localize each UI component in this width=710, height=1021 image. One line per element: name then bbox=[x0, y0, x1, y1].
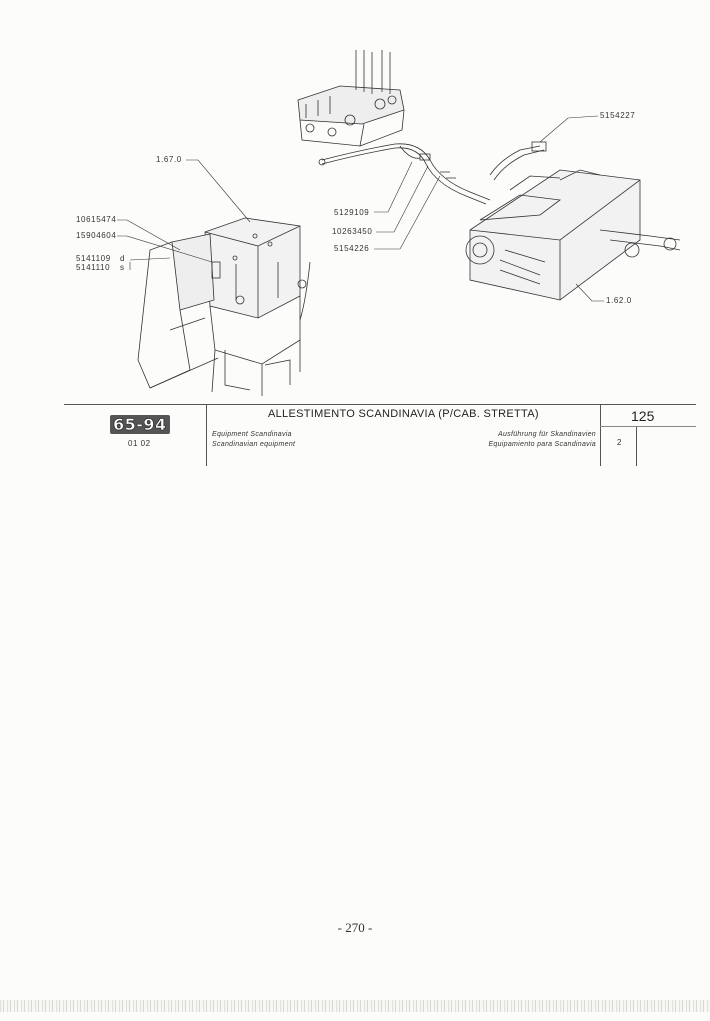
callout-part-5129109: 5129109 bbox=[334, 208, 370, 217]
callout-part-5141110: 5141110 bbox=[76, 263, 111, 272]
callout-part-15904604: 15904604 bbox=[76, 231, 117, 240]
subtitle-english-2: Scandinavian equipment bbox=[212, 441, 296, 448]
callout-part-5154226: 5154226 bbox=[334, 244, 370, 253]
subtitle-spanish: Equipamiento para Scandinavia bbox=[488, 441, 596, 448]
callout-part-5154227: 5154227 bbox=[600, 111, 636, 120]
subtitle-german: Ausführung für Skandinavien bbox=[498, 431, 596, 438]
page-number: - 270 - bbox=[337, 920, 373, 935]
callout-part-10615474: 10615474 bbox=[76, 215, 117, 224]
gearbox-housing bbox=[466, 170, 680, 300]
table-number: 125 bbox=[631, 408, 655, 424]
hydraulic-pipes bbox=[319, 142, 546, 204]
edition-code: 01 02 bbox=[128, 439, 151, 448]
cab-mount-bracket bbox=[138, 218, 310, 396]
callout-part-1-67-0: 1.67.0 bbox=[156, 155, 182, 164]
callout-side-left: s bbox=[120, 263, 125, 272]
valve-block bbox=[298, 50, 404, 146]
subtitle-english-1: Equipment Scandinavia bbox=[212, 431, 292, 438]
callout-part-1-62-0: 1.62.0 bbox=[606, 296, 632, 305]
page-title: ALLESTIMENTO SCANDINAVIA (P/CAB. STRETTA) bbox=[268, 408, 539, 420]
callout-part-10263450: 10263450 bbox=[332, 227, 373, 236]
sheet-number: 2 bbox=[617, 438, 622, 447]
exploded-parts-drawing bbox=[0, 0, 710, 400]
title-block bbox=[64, 404, 696, 466]
scan-artifact-strip bbox=[0, 1000, 710, 1012]
callout-part-5141109: 5141109 bbox=[76, 254, 111, 263]
model-badge: 65-94 bbox=[110, 415, 170, 434]
callout-side-right: d bbox=[120, 254, 126, 263]
